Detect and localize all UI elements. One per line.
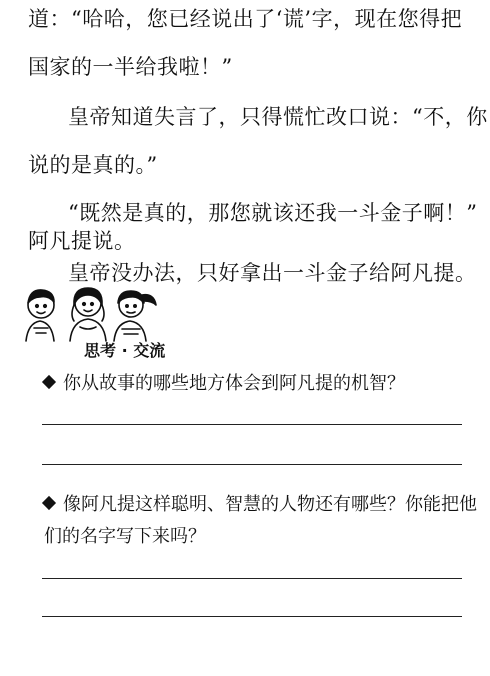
section-heading: 思考 · 交流 [84, 341, 166, 360]
answer-line-3[interactable] [42, 578, 462, 579]
answer-line-2[interactable] [42, 464, 462, 465]
question-2-text-line-2: 们的名字写下来吗？ [44, 526, 206, 547]
diamond-bullet-icon [42, 496, 56, 510]
question-1 [44, 372, 405, 396]
story-line-2: 国家的一半给我啦！” [28, 55, 233, 79]
story-line-4: 说的是真的。” [28, 153, 158, 177]
story-line-5: “既然是真的，那您就该还我一斗金子啊！” [68, 201, 478, 225]
question-2-text-line-1: 像阿凡提这样聪明、智慧的人物还有哪些？你能把他 [63, 494, 477, 515]
answer-line-1[interactable] [42, 424, 462, 425]
question-2-continued [44, 525, 206, 549]
story-line-1: 道：“哈哈，您已经说出了‘谎’字，现在您得把 [28, 7, 463, 31]
answer-line-4[interactable] [42, 616, 462, 617]
question-1-text: 你从故事的哪些地方体会到阿凡提的机智？ [63, 373, 405, 394]
three-children-illustration [20, 283, 160, 343]
story-line-3: 皇帝知道失言了，只得慌忙改口说：“不，你 [68, 105, 488, 129]
story-line-7: 皇帝没办法，只好拿出一斗金子给阿凡提。 [68, 261, 477, 285]
diamond-bullet-icon [42, 375, 56, 389]
question-2 [44, 493, 477, 517]
story-line-6: 阿凡提说。 [28, 229, 136, 253]
